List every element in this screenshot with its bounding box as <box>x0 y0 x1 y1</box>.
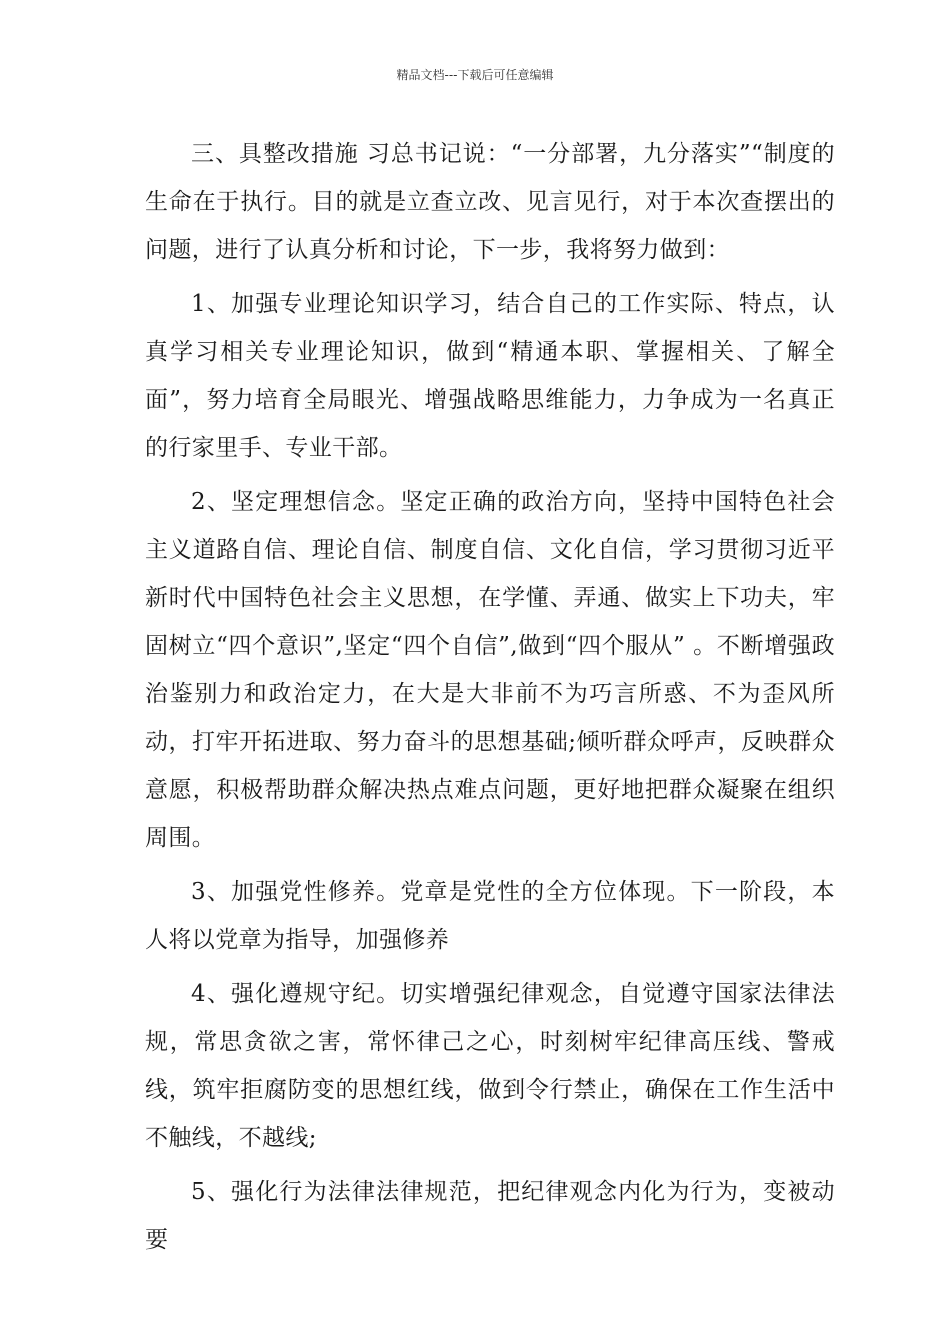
paragraph-rectification-measures: 三、具整改措施 习总书记说：“一分部署，九分落实”“制度的生命在于执行。目的就是立查立改、见言见行，对于本次查摆出的问题，进行了认真分析和讨论，下一步，我将努力做到： <box>145 141 835 263</box>
page-header: 精品文档---下载后可任意编辑 <box>396 68 554 82</box>
paragraph-item-2: 2、坚定理想信念。坚定正确的政治方向，坚持中国特色社会主义道路自信、理论自信、制度自信、文化自信，学习贯彻习近平新时代中国特色社会主义思想，在学懂、弄通、做实上下功夫，牢固树立“四个意识”,坚定“四个自信”,做到“四个服从” 。不断增强政治鉴别力和政治定力，在大是大非前不为巧言所惑、不为歪风所动，打牢开拓进取、努力奋斗的思想基础;倾听群众呼声，反映群众意愿，积极帮助群众解决热点难点问题，更好地把群众凝聚在组织周围。 <box>145 489 835 851</box>
paragraph-item-3: 3、加强党性修养。党章是党性的全方位体现。下一阶段，本人将以党章为指导，加强修养 <box>145 879 835 953</box>
paragraph-item-1: 1、加强专业理论知识学习，结合自己的工作实际、特点，认真学习相关专业理论知识，做到“精通本职、掌握相关、了解全面”，努力培育全局眼光、增强战略思维能力，力争成为一名真正的行家里手、专业干部。 <box>145 291 835 461</box>
document-body <box>145 130 835 1270</box>
paragraph-item-4: 4、强化遵规守纪。切实增强纪律观念，自觉遵守国家法律法规，常思贪欲之害，常怀律己之心，时刻树牢纪律高压线、警戒线，筑牢拒腐防变的思想红线，做到令行禁止，确保在工作生活中不触线，不越线; <box>145 981 835 1151</box>
paragraph-item-5: 5、强化行为法律法律规范，把纪律观念内化为行为，变被动要 <box>145 1179 835 1253</box>
